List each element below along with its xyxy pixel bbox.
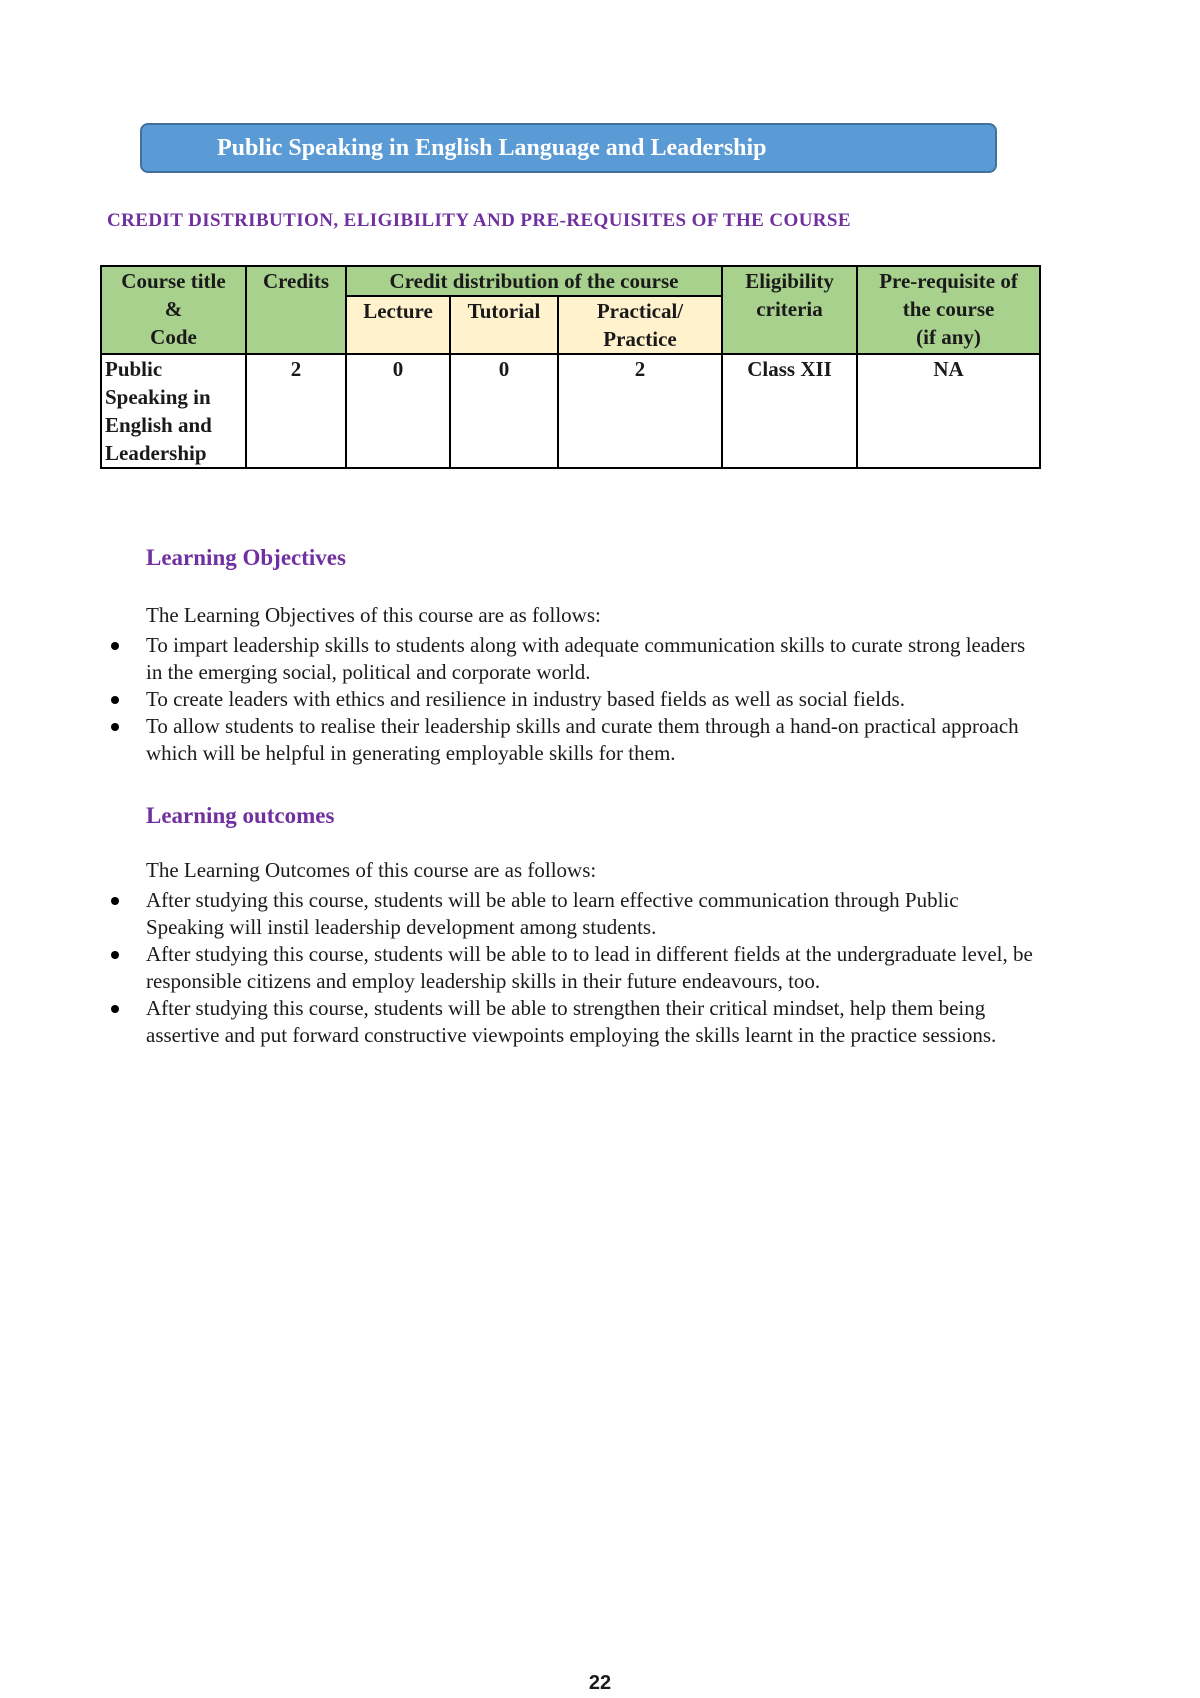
header-prerequisite-line1: Pre-requisite of xyxy=(879,269,1018,293)
cell-course-title xyxy=(101,354,246,468)
course-title-line: Leadership xyxy=(105,441,207,465)
header-tutorial-label: Tutorial xyxy=(467,299,541,323)
cell-tutorial xyxy=(450,354,558,468)
list-item xyxy=(0,713,1040,767)
prerequisite-value: NA xyxy=(933,357,964,381)
header-course-title-line2: & xyxy=(164,297,183,321)
cell-prerequisite xyxy=(857,354,1040,468)
credit-distribution-table xyxy=(100,265,1041,469)
header-prerequisite-line2: the course xyxy=(902,297,995,321)
credit-distribution-heading: CREDIT DISTRIBUTION, ELIGIBILITY AND PRE-REQUISITES OF THE COURSE xyxy=(107,210,851,231)
tutorial-value: 0 xyxy=(498,357,510,381)
course-title-banner xyxy=(140,123,997,173)
learning-objectives-list xyxy=(0,632,1040,767)
bullet-icon xyxy=(111,897,119,905)
course-title-line: English and xyxy=(105,413,212,437)
header-credit-distribution xyxy=(346,266,722,296)
page-number: 22 xyxy=(588,1672,612,1694)
list-item-text: To create leaders with ethics and resilience in industry based fields as well as social fields. xyxy=(146,687,905,711)
bullet-icon xyxy=(111,723,119,731)
header-eligibility-line1: Eligibility xyxy=(745,269,834,293)
learning-outcomes-intro: The Learning Outcomes of this course are as follows: xyxy=(146,858,597,882)
header-prerequisite-line3: (if any) xyxy=(916,325,981,349)
header-course-title-line1: Course title xyxy=(121,269,226,293)
cell-credits xyxy=(246,354,346,468)
learning-outcomes-heading: Learning outcomes xyxy=(146,803,335,828)
header-practical xyxy=(558,296,722,354)
header-credits xyxy=(246,266,346,354)
course-title-line: Public xyxy=(105,357,163,381)
list-item xyxy=(0,941,1040,995)
list-item xyxy=(0,995,1040,1049)
learning-objectives-heading: Learning Objectives xyxy=(146,545,346,570)
eligibility-value: Class XII xyxy=(747,357,832,381)
cell-practical xyxy=(558,354,722,468)
table-row xyxy=(101,354,1040,468)
list-item-text: To allow students to realise their leadership skills and curate them through a hand-on practical approach which will be helpful in generating employable skills for them. xyxy=(146,714,1019,765)
lecture-value: 0 xyxy=(392,357,404,381)
header-prerequisite xyxy=(857,266,1040,354)
header-course-title xyxy=(101,266,246,354)
bullet-icon xyxy=(111,951,119,959)
bullet-icon xyxy=(111,696,119,704)
cell-eligibility xyxy=(722,354,857,468)
list-item xyxy=(0,686,1040,713)
cell-lecture xyxy=(346,354,450,468)
list-item-text: To impart leadership skills to students along with adequate communication skills to curate strong leaders in the emerging social, political and corporate world. xyxy=(146,633,1026,684)
bullet-icon xyxy=(111,642,119,650)
bullet-icon xyxy=(111,1005,119,1013)
course-title: Public Speaking in English Language and Leadership xyxy=(217,135,767,161)
list-item-text: After studying this course, students will be able to strengthen their critical mindset, help them being assertive and put forward constructive viewpoints employing the skills learnt in the practice sessions. xyxy=(146,996,997,1047)
header-lecture-label: Lecture xyxy=(363,299,433,323)
list-item-text: After studying this course, students will be able to learn effective communication through Public Speaking will instil leadership development among students. xyxy=(146,888,959,939)
header-credit-distribution-label: Credit distribution of the course xyxy=(389,269,679,293)
list-item-text: After studying this course, students will be able to to lead in different fields at the undergraduate level, be responsible citizens and employ leadership skills in their future endeavours, too. xyxy=(146,942,1033,993)
list-item xyxy=(0,887,1040,941)
practical-value: 2 xyxy=(634,357,646,381)
header-eligibility xyxy=(722,266,857,354)
header-course-title-line3: Code xyxy=(150,325,197,349)
learning-objectives-intro: The Learning Objectives of this course are as follows: xyxy=(146,603,601,627)
header-lecture xyxy=(346,296,450,354)
header-practical-line1: Practical/ xyxy=(596,299,684,323)
header-credits-label: Credits xyxy=(262,269,330,293)
header-practical-line2: Practice xyxy=(603,327,677,351)
learning-outcomes-list xyxy=(0,887,1040,1049)
header-eligibility-line2: criteria xyxy=(756,297,823,321)
list-item xyxy=(0,632,1040,686)
header-tutorial xyxy=(450,296,558,354)
course-title-line: Speaking in xyxy=(105,385,211,409)
credits-value: 2 xyxy=(290,357,302,381)
